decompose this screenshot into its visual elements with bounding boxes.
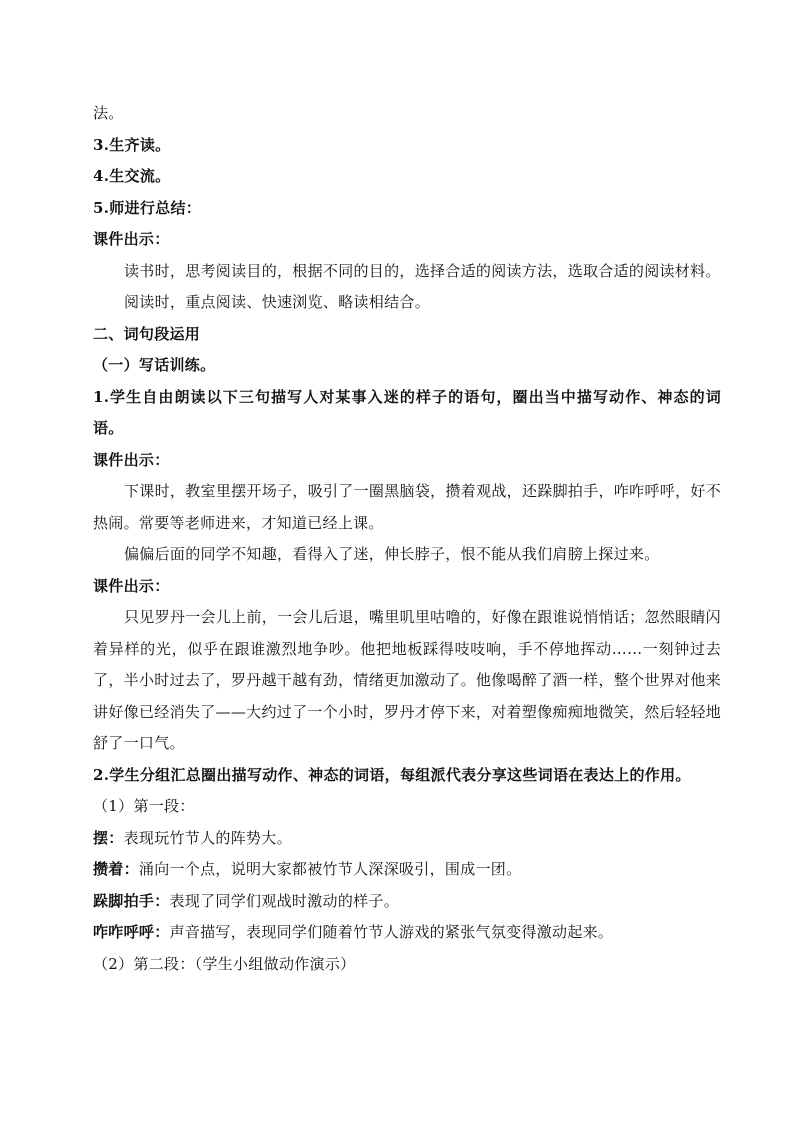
paragraph: 读书时，思考阅读目的，根据不同的目的，选择合适的阅读方法，选取合适的阅读材料。 — [124, 261, 721, 280]
term-label: 跺脚拍手： — [93, 891, 170, 910]
term-row — [93, 823, 721, 855]
step-item: 4.生交流。 — [93, 167, 171, 185]
step-item: 5.师进行总结： — [93, 198, 202, 217]
task-item: 2.学生分组汇总圈出描写动作、神态的词语，每组派代表分享这些词语在表达上的作用。 — [93, 765, 691, 784]
sub-item: （2）第二段：（学生小组做动作演示） — [93, 954, 356, 973]
document-body — [93, 98, 721, 980]
step-item: 3.生齐读。 — [93, 135, 171, 154]
quote-paragraph: 只见罗丹一会儿上前，一会儿后退，嘴里叽里咕噜的，好像在跟谁说悄悄话；忽然眼睛闪着异样的光，似乎在跟谁激烈地争吵。他把地板踩得吱吱响，手不停地挥动……一刻钟过去了，半小时过去了，罗丹越干越有劲，情绪更加激动了。他像喝醉了酒一样，整个世界对他来讲好像已经消失了——大约过了一个小时，罗丹才停下来，对着塑像痴痴地微笑，然后轻轻地舒了一口气。 — [93, 608, 721, 752]
term-row — [93, 886, 721, 918]
slide-label: 课件出示： — [93, 576, 170, 595]
term-label: 咋咋呼呼： — [93, 923, 170, 941]
term-row — [93, 917, 721, 949]
quote-paragraph: 偏偏后面的同学不知趣，看得入了迷，伸长脖子，恨不能从我们肩膀上探过来。 — [124, 545, 660, 563]
term-label: 摆： — [93, 828, 124, 847]
quote-paragraph: 下课时，教室里摆开场子，吸引了一圈黑脑袋，攒着观战，还跺脚拍手，咋咋呼呼，好不热闹。常要等老师进来，才知道已经上课。 — [93, 482, 721, 532]
term-description: 表现玩竹节人的阵势大。 — [123, 828, 292, 847]
term-row — [93, 854, 721, 886]
term-description: 表现了同学们观战时激动的样子。 — [169, 891, 400, 910]
slide-label: 课件出示： — [93, 450, 170, 469]
term-description: 涌向一个点，说明大家都被竹节人深深吸引，围成一团。 — [138, 860, 522, 878]
paragraph: 阅读时，重点阅读、快速浏览、略读相结合。 — [124, 293, 431, 311]
subsection-heading: （一）写话训练。 — [93, 356, 216, 374]
term-label: 攒着： — [93, 860, 139, 878]
section-heading: 二、词句段运用 — [93, 324, 201, 343]
slide-label: 课件出示： — [93, 230, 170, 248]
task-item: 1.学生自由朗读以下三句描写人对某事入迷的样子的语句，圈出当中描写动作、神态的词语。 — [93, 387, 721, 437]
text-line: 法。 — [93, 104, 124, 122]
sub-item: （1）第一段： — [93, 797, 195, 815]
term-description: 声音描写，表现同学们随着竹节人游戏的紧张气氛变得激动起来。 — [169, 923, 614, 941]
